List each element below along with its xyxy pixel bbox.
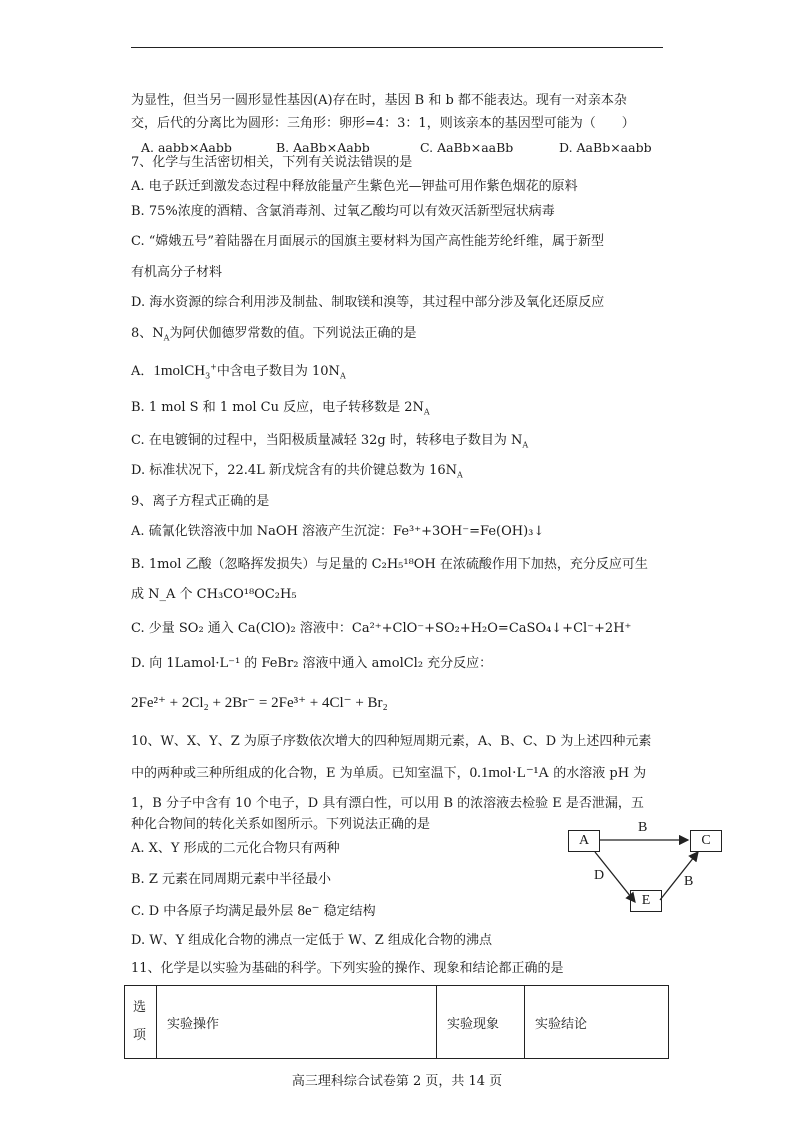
q9-option-c: C. 少量 SO₂ 通入 Ca(ClO)₂ 溶液中：Ca²⁺+ClO⁻+SO₂+H₂O=CaSO₄↓+Cl⁻+2H⁺ [131,621,632,636]
q7-option-c-cont: 有机高分子材料 [131,265,223,280]
q9-option-b-cont: 成 N_A 个 CH₃CO¹⁸OC₂H₅ [131,587,297,602]
q10-option-b: B. Z 元素在同周期元素中半径最小 [131,872,331,887]
node-c: C [690,830,722,852]
header-rule [131,47,663,48]
q10-stem: 10、W、X、Y、Z 为原子序数依次增大的四种短周期元素，A、B、C、D 为上述四种元素 [131,734,652,749]
q8-option-d: D. 标准状况下，22.4L 新戊烷含有的共价键总数为 $16N_A$ [131,463,463,480]
q9-stem: 9、离子方程式正确的是 [131,494,270,509]
q10-option-d: D. W、Y 组成化合物的沸点一定低于 W、Z 组成化合物的沸点 [131,933,492,948]
q10-stem-cont: 1，B 分子中含有 10 个电子，D 具有漂白性，可以用 B 的浓溶液去检验 E 是否泄漏，五 [131,796,644,811]
q7-option-b: B. 75%浓度的酒精、含氯消毒剂、过氧乙酸均可以有效灭活新型冠状病毒 [131,204,555,219]
option-c: C. AaBb×aaBb [420,140,514,155]
q8-option-a: A．1molCH$_3$+中含电子数目为 $10N_A$ [131,362,346,381]
option-b: B. AaBb×Aabb [276,140,370,155]
q8-option-c: C. 在电镀铜的过程中，当阳极质量减轻 32g 时，转移电子数目为 $N_A$ [131,433,529,450]
q7-stem: 7、化学与生活密切相关，下列有关说法错误的是 [131,155,413,170]
q7-option-d: D. 海水资源的综合利用涉及制盐、制取镁和溴等，其过程中部分涉及氧化还原反应 [131,295,605,310]
col-header-phenomenon: 实验现象 [437,986,525,1059]
q7-option-c: C. “嫦娥五号”着陆器在月面展示的国旗主要材料为国产高性能芳纶纤维，属于新型 [131,234,605,249]
reaction-diagram [560,820,730,920]
node-a: A [568,830,600,852]
q8-option-b: B. 1 mol S 和 1 mol Cu 反应，电子转移数是 $2N_A$ [131,400,430,417]
q11-stem: 11、化学是以实验为基础的科学。下列实验的操作、现象和结论都正确的是 [131,961,564,976]
q9-option-d: D. 向 1Lamol·L⁻¹ 的 FeBr₂ 溶液中通入 amolCl₂ 充分反应： [131,656,493,671]
node-e: E [630,890,662,912]
table-header-row [125,986,669,1059]
col-header-option: 选 项 [125,986,157,1059]
q8-stem: 8、$N_A$为阿伏伽德罗常数的值。下列说法正确的是 [131,326,417,343]
option-d: D. AaBb×aabb [559,140,652,155]
page-footer: 高三理科综合试卷第 2 页，共 14 页 [291,1074,503,1089]
text-line: 交，后代的分离比为圆形：三角形：卵形=4：3：1，则该亲本的基因型可能为（ ） [131,116,635,131]
text-line: 为显性，但当另一圆形显性基因(A)存在时，基因 B 和 b 都不能表达。现有一对亲本杂 [131,93,627,108]
q9-equation: 2Fe²⁺ + 2Cl₂ + 2Br⁻ = 2Fe³⁺ + 4Cl⁻ + Br₂ [131,695,388,711]
q10-stem-cont: 中的两种或三种所组成的化合物，E 为单质。已知室温下，0.1mol·L⁻¹A 的水溶液 pH 为 [131,765,647,781]
edge-label-b2: B [684,874,694,889]
q9-option-b: B. 1mol 乙酸（忽略挥发损失）与足量的 C₂H₅¹⁸OH 在浓硫酸作用下加热，充分反应可生 [131,557,648,572]
q10-option-c: C. D 中各原子均满足最外层 8e⁻ 稳定结构 [131,903,376,919]
q9-option-a: A. 硫氰化铁溶液中加 NaOH 溶液产生沉淀：Fe³⁺+3OH⁻=Fe(OH)₃↓ [131,524,545,539]
q10-stem-cont: 种化合物间的转化关系如图所示。下列说法正确的是 [131,817,431,832]
experiment-table [124,985,669,1059]
edge-label-d: D [594,868,605,883]
col-header-conclusion: 实验结论 [525,986,669,1059]
q7-option-a: A. 电子跃迁到激发态过程中释放能量产生紫色光—钾盐可用作紫色烟花的原料 [131,179,578,194]
option-a: A. aabb×Aabb [141,140,232,155]
col-header-operation: 实验操作 [157,986,437,1059]
edge-label-b: B [638,820,648,835]
q10-option-a: A. X、Y 形成的二元化合物只有两种 [131,841,340,856]
